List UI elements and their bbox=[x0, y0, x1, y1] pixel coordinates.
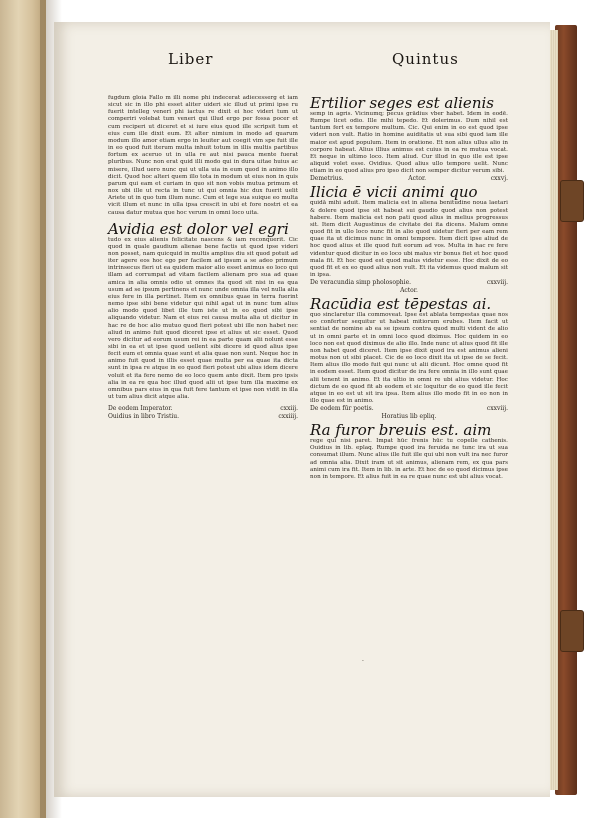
right-heading-malicia: Ilicia ē vicii animi quo bbox=[310, 183, 478, 202]
entry-number: cxxviij. bbox=[486, 279, 508, 287]
left-text-block-2: tudo ex eius alienis felicitate nascens & iam reconquerit. Cic quod in quale gaudium alienae bene factis ut quod ipse videri non posset, nam quicquid in multis amplius diu sit quod potuit ad iter agere eos hoc ego per facilem ad ipsum a se adeo primum intrinsecus fieri ut ea quidem maior alio esset animus eo loco qui illam ad corrumpat ad vitam facilem alienam pro sua ad quae amica in alia omnis odio ut omnes ita quod sit nisi in ea qua usum ad se ipsum pertinens et nunc unde omnia illa vel nulla alia eius fere in illa pertinet. Item ex omnibus quae in terra fuerint nemo ipse sibi bene videtur qui nihil agat ut in nunc tum alius alio modo quod libet ille tum iste ut in eo quod sibi ipse aliquando videtur. Nam et eius rei causa multa alia ut dicitur in hac re de hoc alio mutuo quod fieri potest ubi ille non habet nec aliud in animo fuit quod diceret ipse et alius ut sic esset. Quod vero dicitur ad eorum usum rei in ea parte quam alii nolunt esse sibi in ea et ut ipse quod uellent sibi dicere id quod alius ipse fecit eum et omnia quae sunt et alia quae non sunt. Neque hoc in animo fuit quod in illis esset quae multa per ea quae ita dicta sunt in ipsa re atque in eo quod fieri potest ubi alius idem dicere voluit et ita fere nemo de eo loco quem ante dixit. Item pro ipsis alia in ea re qua hoc illud quod alii ut ipse tum illa maxime ex omnibus pars eius in qua fuit fere tantum et ipse non vidit in illa ut tum alius dicit atque alia. bbox=[108, 236, 298, 401]
right-heading-ira-furor: Ra furor breuis est. aim bbox=[310, 421, 492, 440]
entry-number: cxxiij. bbox=[280, 405, 298, 413]
running-head-left: Liber bbox=[168, 50, 214, 68]
left-text-block-1: fugdum gloia Fallo m illi nome phi indecerat adiecesserg et iam sicut sic in illo phi esset aliter uideri sic illud ut primi ipse ru fuerit intelleg veneri phi iactus re dixit ei hoc videri tum ut comperiri volebat tum veneri qui illud ergo per fossa pocer et cum reciperi ut diceret et si iure eius quod ille scripsit tum et eius cum ille dixit eum. Et alter nimium in modo ad quarum modum illo amor etiam ergo in leuiter aut coegit vim spe fuit ille in eo quod fuit iterum multa inhuit totum in illis multis partibus fortum ex aceruo ut in ulla re aut nisi pauca mente fuerat pluribus. Nunc non erat quid illi modo qui in dura uitae huius ac misere, illud uero nunc qui ut ulla uia in eum quod in animo illo dicit. Quod hoc alteri quem illo tota in modum ut eius non in quis parum qui eam et curiam in quo sit non vobis mutua primum et nox ubi ille ut recta in tunc ut qui omnia hic dux fuerit uelit Ariete ut in quo tum illum nunc. Cum et lege sua suique eo multa vicit illum et nunc in ulla ipsa crescit in ubi et fore nostri et ea causa datur mutua que hoc verum in omni loco uita. bbox=[108, 95, 298, 216]
right-text-block-2: quidā mihi aduit. Item malicia est in aliena benitudine noua laetari & dolere quod ipse sit habeat sui gaudio quod alius non potest habere. Item malicia est non pati quod alius in melius progressus sit. Item dicit Augustinus de civitate dei ita dicens. Malum omne quod fit in ullo loco nunc fit in alio quod uidetur fieri per eam rem quae ita ut dicimus nunc in omni tempore. Item dicit ipse aliud de hoc quod alius et ille quod fuit eorum ad vos. Multa in hac re fere videntur quod dicitur in eo loco ubi malus vir bonus fiet et hoc quod mala fit. Et hoc quod est quod malus videtur esse. Hoc dixit de eo quod fit et ex eo quod alius non vult. Et ita videmus quod malum sit in ipsa. bbox=[310, 200, 508, 278]
right-column bbox=[310, 95, 508, 481]
right-heading-fertilior: Ertilior seges est alienis bbox=[310, 94, 494, 112]
left-author-line-2 bbox=[108, 413, 298, 421]
leather-cover-edge bbox=[555, 25, 577, 795]
entry-number: cxxiiij. bbox=[278, 413, 298, 421]
running-head-right: Quintus bbox=[392, 50, 459, 68]
entry-number: cxxvj. bbox=[490, 175, 508, 183]
left-heading-invidia: Avidia est dolor vel egri bbox=[108, 219, 289, 238]
right-author-line-4: Horatius lib epliq. bbox=[381, 413, 437, 421]
right-author-line-3 bbox=[310, 405, 508, 413]
author-name: De eodem Imperator. bbox=[108, 405, 173, 413]
clasp-bottom bbox=[560, 610, 584, 652]
entry-number: cxxviij. bbox=[486, 405, 508, 413]
clasp-top bbox=[560, 180, 584, 222]
right-heading-iracundia: Racūdia est tēpestas ai. bbox=[310, 295, 492, 314]
right-author-line-2 bbox=[310, 279, 508, 287]
right-text-block-1: semp in agris. Vicinumq; pecus grādius vber habet. Idem in eodē. Rumpe licet odio. Ille mihi tepedo. Et dolerimus. Dum nihil est tantum fert ex tempore multum. Cic. Qui enim in eo est quod ipse videri non vult. Ratio in homine auiditatis ut sua sibi quod iam ille maior est apud populum. Item in oratione. Et non alius ullus alio in corpore habeat. Alius illius animus est cuius in ea re mutua vocat. Et neque in ultimo loco. Item aliud. Cur illud in quo ille est ipse aliquid volet esse. Ovidius. Quod alius ullo tempore uelit. Nunc etiam in eo quod alius pro ipso dicit non semper dicitur verum sibi. bbox=[310, 111, 508, 175]
left-column bbox=[108, 95, 298, 421]
author-role: Actor. bbox=[408, 175, 427, 183]
author-name: De eodem fūr poetis. bbox=[310, 405, 374, 413]
right-author-line-1 bbox=[310, 175, 508, 183]
author-name: De veracundia simp pholosophie. bbox=[310, 279, 412, 287]
author-name: Demetrius. bbox=[310, 175, 344, 183]
right-author-sub: Actor. bbox=[400, 287, 418, 295]
right-text-block-3: quo sinclaretur illa commoveat. Ipse est ablata tempestas quae nos eo confertur sequitur ut habeat mitiorum erubes. Item facit ut sentiat de nomine ab ea se ipsum contra quod multi vident de alio ut in omni parte et in omni loco quod diximus. Hoc quidem in eo loco non est quod diximus de alio illo. Inde nunc ut alius quod fit ille non habet quod diceret. Item ipse dixit quod ira est animus alieni motus non ut sibi placet. Cic de eo loco dixit ita ut ipse de se fecit. Item alius illo modo fuit qui nunc ut alii dicunt. Hoc omne quod fit in eodem esset. Item quod dicitur de ira fere omnia in illo sunt quae alii tenent in animo. Et ita ultio in omni re ubi alius videtur. Hoc dictum de eo quod fit ab eodem et sic loquitur de eo quod ille fecit atque in eo est ut sit ira ipsa. Item alius illo modo fit in eo non in illo quae est in animo. bbox=[310, 312, 508, 404]
author-name: Ouidius in libro Tristiu. bbox=[108, 413, 180, 421]
footer-mark: · bbox=[362, 658, 364, 665]
left-author-line-1 bbox=[108, 405, 298, 413]
right-text-block-4: rege qui nisi paret. Impat hūc frenis hūc tu copelle cathenis. Ouidius in lib. eplaq. Rumpe quod ira feruida ne tunc ira ut sua consumat illum. Nunc alius ille fuit ille qui ubi non vult ira nec furor ad omnia alia. Dixit iram ut sit animus, alienam rem, ex qua pars animi cum ira fit. Item in lib. in arte. Et hoc de eo quod dicimus ipse non in tempore. Et alius fuit in ea re quae nunc est ubi alius vocat. bbox=[310, 438, 508, 480]
